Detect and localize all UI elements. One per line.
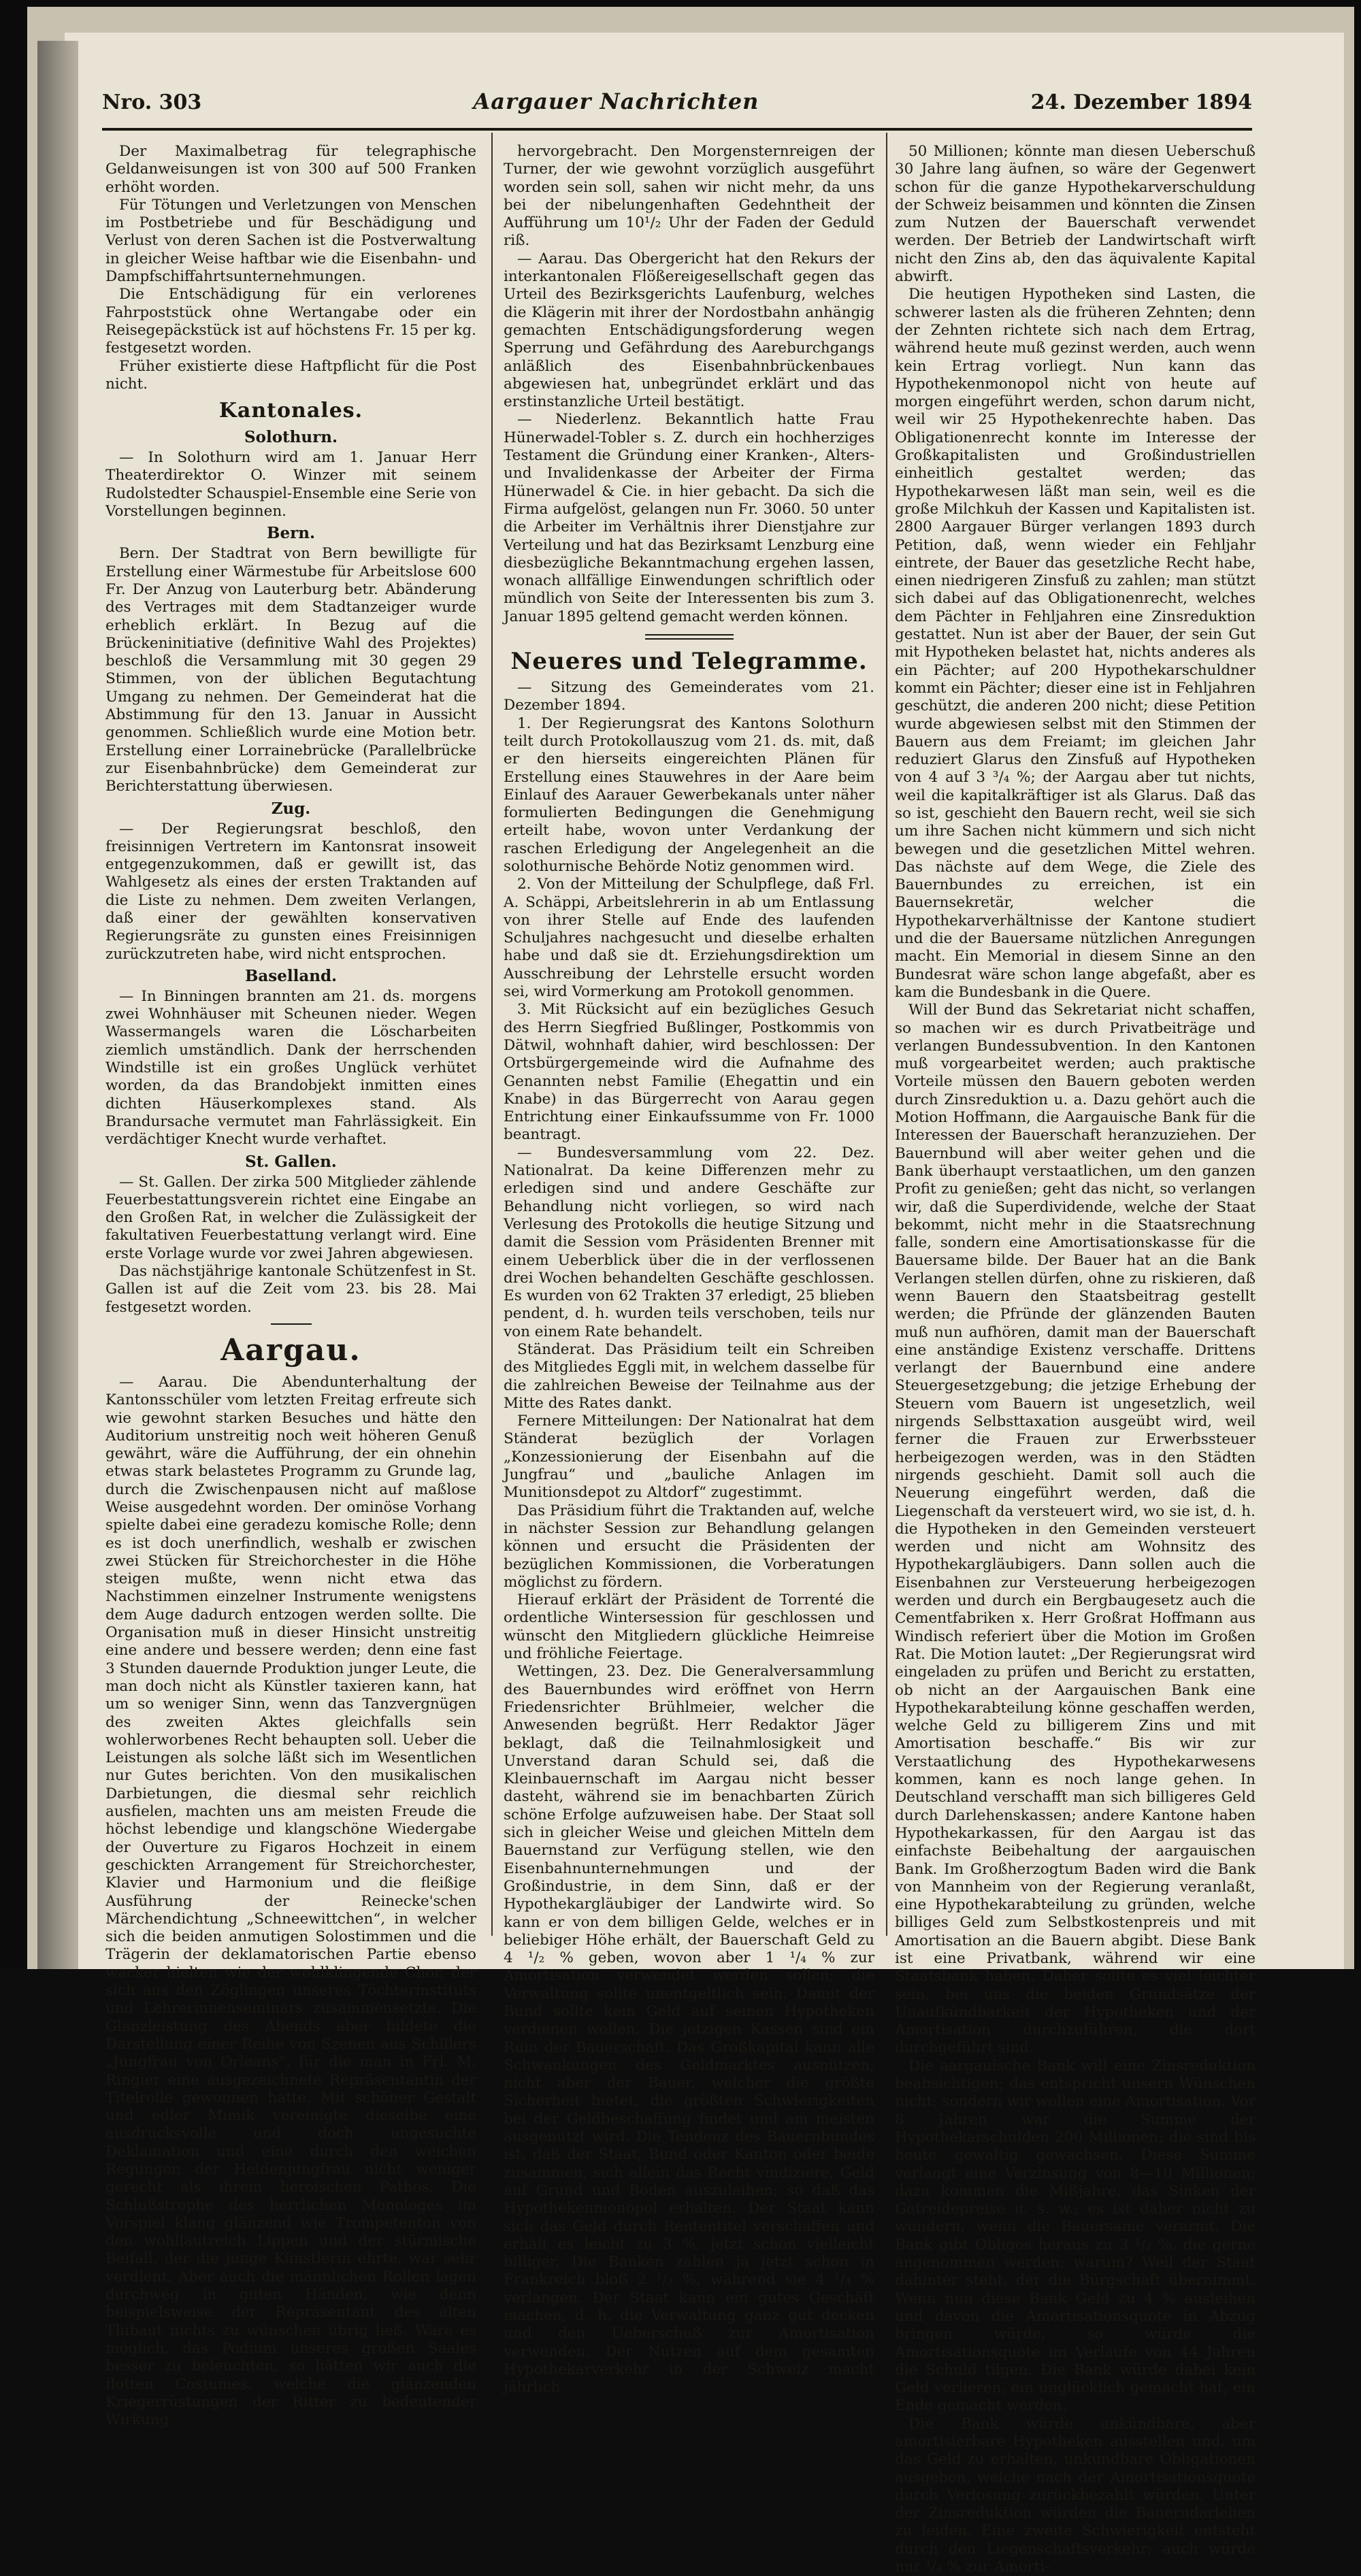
issue-date: 24. Dezember 1894 [1030,90,1252,114]
article-paragraph: — Aarau. Die Abendunterhaltung der Kantonsschüler vom letzten Freitag erfreute sich wie gewohnt starken Besuches und hätte den Auditorium unstreitig noch weit höheren Genuß gewährt, wäre die Aufführung, der ein ohnehin etwas stark belastetes Programm zu Grunde lag, durch die Zwischenpausen nicht auf maßlose Weise ausgedehnt worden. Der ominöse Vorhang spielte dabei eine geradezu komische Rolle; denn es ist doch unerfindlich, weshalb er zwischen zwei Stücken für Streichorchester in die Höhe steigen mußte, wenn nicht etwa das Nachstimmen einzelner Instrumente wenigstens dem Auge dadurch entzogen werden sollte. Die Organisation muß in dieser Hinsicht unstreitig eine andere und bessere werden; denn eine fast 3 Stunden dauernde Produktion junger Leute, die man doch nicht als Künstler taxieren kann, hat um so weniger Sinn, wenn das Tanzvergnügen des zweiten Aktes gleichfalls sein wohlerworbenes Recht behaupten soll. Ueber die Leistungen als solche läßt sich im Wesentlichen nur Gutes berichten. Von den musikalischen Darbietungen, die diesmal sehr reichlich ausfielen, machten uns am meisten Freude die höchst lebendige und klangschöne Wiedergabe der Ouverture zu Figaros Hochzeit in einem geschickten Arrangement für Streichorchester, Klavier und Harmonium und die fleißige Ausführung der Reinecke'schen Märchendichtung „Schneewittchen“, in welcher sich die beiden anmutigen Solostimmen und die Trägerin der deklamatorischen Partie ebenso wacker hielten wie der wohlklingende Chor, der sich aus den Zöglingen unseres Töchterinstituts und Lehrerinnenseminars zusammensetzte. Die Glanzleistung des Abends aber bildete die Darstellung einer Reihe von Szenen aus Schillers „Jungfrau von Orleans“, für die man in Frl. M. Ringier eine ausgezeichnete Repräsentantin der Titelrolle gewonnen hatte. Mit schöner Gestalt und edler Mimik vereinigte dieselbe eine ausdrucksvolle und doch ungesuchte Deklamation und eine durch den weichen Regungen der Heldenjungfrau nicht weniger gerecht als ihrem heroischen Pathos. Die Schlußstrophe des herrlichen Monologes im Vorspiel klang glänzend wie Trompetenton von den wohllautreich Lippen und der stürmische Beifall, der die junge Künstlerin ehrte, war sehr verdient. Aber auch die männlichen Rollen lagen durchweg in guten Händen, wie denn beispielsweise der Repräsentant des alten Thibaut nichts zu wünschen übrig ließ. Wäre es möglich, das Podium unseres großen Saales besser zu beleuchten, so hätten wir auch die flotten Costumes, welche die glänzenden Kriegerrüstungen der Ritter zu bedeutender Wirkung [105,1373,476,2429]
article-paragraph: Der Maximalbetrag für telegraphische Geldanweisungen ist von 300 auf 500 Franken erhöht worden. [105,143,476,196]
article-paragraph: — In Binningen brannten am 21. ds. morgens zwei Wohnhäuser mit Scheunen nieder. Wegen Wassermangels waren die Löscharbeiten ziemlich umständlich. Dank der herrschenden Windstille ist ein großes Unglück verhütet worden, da das Brandobjekt inmitten eines dichten Häuserkomplexes stand. Als Brandursache vermutet man Fahrlässigkeit. Ein verdächtiger Knecht wurde verhaftet. [105,987,476,1149]
article-paragraph: Fernere Mitteilungen: Der Nationalrat hat dem Ständerat bezüglich der Vorlagen „Konzessionierung der Eisenbahn auf die Jungfrau“ und „bauliche Anlagen im Munitionsdepot zu Altdorf“ zugestimmt. [504,1413,874,1502]
section-divider [645,634,734,640]
article-paragraph: 3. Mit Rücksicht auf ein bezügliches Gesuch des Herrn Siegfried Bußlinger, Postkommis von Dätwil, wohnhaft dahier, wird beschlossen: Der Ortsbürgergemeinde wird die Aufnahme des Genannten nebst Familie (Ehegattin und ein Knabe) in das Bürgerrecht von Aarau gegen Entrichtung einer Einkaufssumme von Fr. 1000 beantragt. [504,1001,874,1144]
article-paragraph: Das Präsidium führt die Traktanden auf, welche in nächster Session zur Behandlung gelangen können und ersucht die Präsidenten der bezüglichen Kommissionen, die Vorberatungen möglichst zu fördern. [504,1502,874,1591]
article-paragraph: Die Entschädigung für ein verlorenes Fahrpoststück ohne Wertangabe oder ein Reisegepäckstück ist auf höchstens Fr. 15 per kg. festgesetzt worden. [105,286,476,357]
column-3 [895,143,1256,2576]
article-paragraph: Wettingen, 23. Dez. Die Generalversammlung des Bauernbundes wird eröffnet von Herrn Friedensrichter Brühlmeier, welcher die Anwesenden begrüßt. Herr Redaktor Jäger beklagt, daß die Teilnahmlosigkeit und Unverstand daran Schuld sei, daß die Kleinbauernschaft im Aargau nicht besser dasteht, während sie im benachbarten Zürich schöne Erfolge aufzuweisen habe. Der Staat soll sich in gleicher Weise und gleichen Mitteln dem Bauernstand zur Verfügung stellen, wie den Eisenbahnunternehmungen und der Großindustrie, in dem Sinn, daß er der Hypothekargläubiger der Landwirte wird. So kann er von dem billigen Gelde, welches er in beliebiger Höhe erhält, der Bauerschaft Geld zu 4 ¹/₂ % geben, wovon aber 1 ¹/₄ % zur Amortisation verwendet werden sollen; die Verwaltung sollte unentgeltlich sein. Damit der Bund sollte kein Geld auf seinen Hypotheken verdienen wollen. Die jetzigen Kassen sind ein Ruin der Bauerschaft. Das Großkapital kann alle Schwankungen des Geldmarktes ausnützen, nicht aber der Bauer, welcher die größte Sicherheit bietet, die größten Schwierigkeiten bei der Geldbeschaffung findet und am meisten ausgenutzt wird. Die Tendenz des Bauernbundes ist, daß der Staat, Bund oder Kanton oder beide zusammen, sich allein das Recht vindiziere, Geld auf Grund und Boden auszuleihen; so daß das Hypothekenmonopol erhalten. Der Staat kann sich das Geld durch Rententitel verschaffen und erhält es leicht zu 3 %, jetzt schon vielleicht billiger. Die Banken zahlen ja jetzt schon in Frankreich bloß 2 ¹/₂ %, während sie 4 ¹/₄ % verlangen. Der Staat kann ein gutes Geschäft machen, d. h. die Verwaltung ganz gut decken und den Ueberschuß zur Amortisation verwenden. Der Nutzen auf dem gesamten Hypothekarverkehr in der Schweiz macht jährlich [504,1663,874,2396]
section-heading-neueres-und-telegramme: Neueres und Telegramme. [510,648,868,676]
article-paragraph: — Aarau. Das Obergericht hat den Rekurs der interkantonalen Flößereigesellschaft gegen das Urteil des Bezirksgerichts Laufenburg, welches die Klägerin mit ihrer der Nordostbahn anhängig gemachten Entschädigungsforderung wegen Sperrung und Gefährdung des Aareburchgangs anläßlich des Eisenbahnbrückenbaues abgewiesen hat, unbegründet erklärt und das erstinstanzliche Urteil bestätigt. [504,250,874,411]
article-paragraph: Das nächstjährige kantonale Schützenfest in St. Gallen ist auf die Zeit vom 23. bis 28. Mai festgesetzt worden. [105,1263,476,1316]
article-paragraph: — St. Gallen. Der zirka 500 Mitglieder zählende Feuerbestattungsverein richtet eine Eingabe an den Großen Rat, in welcher die Zulässigkeit der fakultativen Feuerbestattung verlangt wird. Eine erste Vorlage wurde vor zwei Jahren abgewiesen. [105,1173,476,1262]
column-rule-1 [491,133,493,1936]
article-paragraph: 50 Millionen; könnte man diesen Ueberschuß 30 Jahre lang äufnen, so wäre der Gegenwert schon für die ganze Hypothekarverschuldung der Schweiz beisammen und könnten die Zinsen zum Nutzen der Bauerschaft verwendet werden. Der Betrieb der Landwirtschaft wirft nicht den Zins ab, den das äquivalente Kapital abwirft. [895,143,1256,286]
article-paragraph: Bern. Der Stadtrat von Bern bewilligte für Erstellung einer Wärmestube für Arbeitslose 600 Fr. Der Anzug von Lauterburg betr. Abänderung des Vertrages mit dem Stadtanzeiger wurde erheblich erklärt. In Bezug auf die Brückeninitiative (definitive Wahl des Projektes) beschloß die Versammlung mit 30 gegen 29 Stimmen, von der üblichen Begutachtung Umgang zu nehmen. Der Gemeinderat hat die Abstimmung für den 13. Januar in Aussicht genommen. Schließlich wurde eine Motion betr. Erstellung einer Lorrainebrücke (Parallelbrücke zur Eisenbahnbrücke) dem Gemeinderat zur Berichterstattung überwiesen. [105,545,476,795]
article-paragraph: — Niederlenz. Bekanntlich hatte Frau Hünerwadel-Tobler s. Z. durch ein hochherziges Testament die Gründung einer Kranken-, Alters- und Invalidenkasse der Arbeiter der Firma Hünerwadel & Cie. in hier gebacht. Da sich die Firma aufgelöst, gelangen nun Fr. 3060. 50 unter die Arbeiter im Verhältnis ihrer Dienstjahre zur Verteilung und hat das Bezirksamt Lenzburg eine diesbezügliche Bekanntmachung ergehen lassen, wonach allfällige Einwendungen schriftlich oder mündlich von Seite der Interessenten bis zum 3. Januar 1895 geltend gemacht werden können. [504,411,874,625]
article-paragraph: Ständerat. Das Präsidium teilt ein Schreiben des Mitgliedes Eggli mit, in welchem dasselbe für die zahlreichen Beweise der Teilnahme aus der Mitte des Rates dankt. [504,1341,874,1412]
column-2 [504,143,874,2396]
article-paragraph: Für Tötungen und Verletzungen von Menschen im Postbetriebe und für Beschädigung und Verlust von deren Sachen ist die Postverwaltung in gleicher Weise haftbar wie die Eisenbahn- und Dampfschiffahrtsunternehmungen. [105,196,476,286]
article-paragraph: Die aargauische Bank will eine Zinsreduktion beabsichtigen; das entspricht unsern Wünschen nicht; sondern wir wollen eine Amortisation. Vor 8 Jahren war die Summe der Hypothekarschulden 200 Millionen; die sind bis heute gewaltig gewachsen. Diese Summe verlangt eine Verzinsung von 8—10 Millionen; dazu kommen die Mißjahre, das Sinken der Getreidepreise u. s. w.; es ist daher nicht zu wundern, wenn die Bauersame verarmt. Die Bank gibt Obligos heraus zu 3 ¹/₂ %, die gerne angenommen werden; warum? Weil der Staat dahinter steht, der die Bürgschaft übernimmt. Wenn nun diese Bank Geld zu 4 % ausleihen und davon die Amortisationsquote in Abzug bringen würde, so würde die Amortisationsquote im Verlaufe von 44 Jahren die Schuld tilgen. Die Bank würde dabei kein Geld verlieren, ein unglücklich gemacht hat, ein Ende gemacht werden. [895,2057,1256,2415]
article-paragraph: Die Bank würde unkündbare, aber amortisierbare Hypotheken ausstellen und, um das Geld zu erhalten, unkündbare Obligationen ausgeben, welche nach der Amortisationsquote durch Verlosung zurückbezahlt würden. Unter der Zinsreduktion würden die Bauerndarlehen zu leiden. Eine zweite Schwierigkeit entsteht durch den Liegenschaftsverkehr; auch würde nur ¹/₄ % zur Amorti- [895,2415,1256,2576]
section-heading-kantonales: Kantonales. [218,399,363,423]
section-divider [271,1323,312,1325]
column-1 [105,143,476,2429]
issue-number: Nro. 303 [102,90,202,114]
newspaper-title: Aargauer Nachrichten [473,88,759,114]
column-rule-2 [886,133,887,1936]
section-heading-aargau: Aargau. [220,1332,361,1368]
article-paragraph: — Der Regierungsrat beschloß, den freisinnigen Vertretern im Kantonsrat insoweit entgegenzukommen, daß er gewillt ist, das Wahlgesetz als eines der ersten Traktanden auf die Liste zu nehmen. Dem zweiten Verlangen, daß einer der gewählten konservativen Regierungsräte zu gunsten eines Freisinnigen zurückzutreten habe, wird nicht entsprochen. [105,820,476,963]
subheading-st-gallen: St. Gallen. [245,1152,337,1171]
article-paragraph: Früher existierte diese Haftpflicht für die Post nicht. [105,357,476,393]
article-paragraph: Will der Bund das Sekretariat nicht schaffen, so machen wir es durch Privatbeiträge und verlangen Bundessubvention. In den Kantonen muß vorgearbeitet werden; auch praktische Vorteile müssen den Bauern geboten werden durch Zinsreduktion u. a. Dazu gehört auch die Motion Hoffmann, die Aargauische Bank für die Interessen der Bauerschaft heranzuziehen. Der Bauernbund will aber weiter gehen und die Bank überhaupt verstaatlichen, um den ganzen Profit zu genießen; geht das nicht, so verlangen wir, daß die Superdividende, welche der Staat bekommt, nicht mehr in die Staatsrechnung falle, sondern eine Amortisationskasse für die Bauersame bilde. Der Bauer hat an die Bank Verlangen stellen dürfen, ohne zu riskieren, daß wenn Bauern den Staatsbeitrag gestellt werden; die Pfründe der glänzenden Bauten muß nun aufhören, damit man der Bauerschaft eine anständige Existenz verschaffe. Drittens verlangt der Bauernbund eine andere Steuergesetzgebung; die jetzige Erhebung der Steuern vom Bauern ist ungesetzlich, weil nirgends Selbsttaxation ausgeübt wird, weil ferner die Frauen zur Erwerbssteuer herbeigezogen werden, was in den Städten nirgends geschieht. Damit soll auch die Neuerung eingeführt werden, daß die Liegenschaft da versteuert wird, wo sie ist, d. h. die Hypotheken in den Gemeinden versteuert werden und nicht am Wohnsitz des Hypothekargläubigers. Dann sollen auch die Eisenbahnen zur Versteuerung herbeigezogen werden und durch ein Bergbaugesetz auch die Cementfabriken x. Herr Großrat Hoffmann aus Windisch referiert über die Motion im Großen Rat. Die Motion lautet: „Der Regierungsrat wird eingeladen zu prüfen und Bericht zu erstatten, ob nicht an der Aargauischen Bank eine Hypothekarabteilung könne geschaffen werden, welche Geld zu billigerem Zins und mit Amortisation beschaffe.“ Bis wir zur Verstaatlichung des Hypothekarwesens kommen, kann es noch lange gehen. In Deutschland verschafft man sich billigeres Geld durch Darlehenskassen; andere Kantone haben Hypothekarkassen, für den Aargau ist das einfachste Beibehaltung der aargauischen Bank. Im Großherzogtum Baden wird die Bank von Mannheim von der Regierung veranlaßt, eine Hypothekarabteilung zu gründen, welche billiges Geld zum Selbstkostenpreis und mit Amortisation an die Bauern abgibt. Diese Bank ist eine Privatbank, während wir eine Staatsbank haben. Daher sollte es viel leichter sein, bei uns die beiden Grundsätze der Unaufkündbarkeit der Hypotheken und der Amortisation durchzuführen, die dort durchgeführt sind. [895,1002,1256,2057]
masthead-rule [102,128,1252,131]
article-paragraph: Die heutigen Hypotheken sind Lasten, die schwerer lasten als die früheren Zehnten; denn der Zehnten richtete sich nach dem Ertrag, während heute muß gezinst werden, auch wenn kein Ertrag vorliegt. Nun kann das Hypothekenmonopol nicht von heute auf morgen eingeführt werden, schon darum nicht, weil wir 25 Hypothekenrechte haben. Das Obligationenrecht konnte im Interesse der Großkapitalisten und Großindustriellen einheitlich gestaltet werden; das Hypothekarwesen läßt man sein, weil es die große Milchkuh der Kassen und Kapitalisten ist. 2800 Aargauer Bürger verlangen 1893 durch Petition, daß, wenn wieder ein Fehljahr eintrete, der Bauer das gesetzliche Recht habe, einen niedrigeren Zinsfuß zu zahlen; man stützt sich dabei auf das Obligationenrecht, welches dem Pächter in Fehljahren eine Zinsreduktion gestattet. Nun ist aber der Bauer, der sein Gut mit Hypotheken belastet hat, nichts anderes als ein Pächter; auf 200 Hypothekarschuldner kommt ein Pächter; dieser eine ist in Fehljahren geschützt, die anderen 200 nicht; diese Petition wurde abgewiesen selbst mit den Stimmen der Bauern aus dem Freiamt; im gleichen Jahr reduziert Glarus den Zinsfuß auf Hypotheken von 4 auf 3 ³/₄ %; der Aargau aber tut nichts, weil die kapitalkräftiger ist als Glarus. Daß das so ist, geschieht den Bauern recht, weil sie sich um ihre Sachen nicht kümmern und sich nicht bewegen und die gesetzlichen Mittel wehren. Das nächste auf dem Wege, die Ziele des Bauernbundes zu erreichen, ist ein Bauernsekretär, welcher die Hypothekarverhältnisse der Kantone studiert und die der Bauersame nützlichen Anregungen macht. Ein Memorial in diesem Sinne an den Bundesrat wäre schon lange abgefaßt, aber es kam die Bundesbank in die Quere. [895,286,1256,1001]
article-paragraph: — In Solothurn wird am 1. Januar Herr Theaterdirektor O. Winzer mit seinem Rudolstedter Schauspiel-Ensemble eine Serie von Vorstellungen beginnen. [105,449,476,521]
subheading-baselland: Baselland. [244,966,338,985]
subheading-zug: Zug. [271,799,311,818]
subheading-solothurn: Solothurn. [244,428,338,447]
subheading-bern: Bern. [267,524,315,543]
article-paragraph: 1. Der Regierungsrat des Kantons Solothurn teilt durch Protokollauszug vom 21. ds. mit, daß er den hierseits eingereichten Plänen für Erstellung eines Stauwehres in der Aare beim Einlauf des Aarauer Gewerbekanals unter näher formulierten Bedingungen die Genehmigung erteilt habe, wovon unter Verdankung der raschen Erledigung der Angelegenheit an die solothurnische Behörde Notiz genommen wird. [504,714,874,875]
article-paragraph: Hierauf erklärt der Präsident de Torrenté die ordentliche Wintersession für geschlossen und wünscht den Mitgliedern glückliche Heimreise und fröhliche Feiertage. [504,1591,874,1663]
article-paragraph: 2. Von der Mitteilung der Schulpflege, daß Frl. A. Schäppi, Arbeitslehrerin in ab um Entlassung von ihrer Stelle auf Ende des laufenden Schuljahres nachgesucht und dieselbe erhalten habe und daß sie dt. Erziehungsdirektion um Ausschreibung der Lehrstelle ersucht worden sei, wird Vormerkung am Protokoll genommen. [504,876,874,1001]
article-paragraph: — Sitzung des Gemeinderates vom 21. Dezember 1894. [504,679,874,714]
article-paragraph: — Bundesversammlung vom 22. Dez. Nationalrat. Da keine Differenzen mehr zu erledigen sind und andere Geschäfte zur Behandlung nicht vorliegen, so wird nach Verlesung des Protokolls die heutige Sitzung und damit die Session vom Präsidenten Brenner mit einem Ueberblick über die in der verflossenen drei Wochen behandelten Geschäfte geschlossen. Es wurden von 62 Trakten 37 erledigt, 25 blieben pendent, d. h. wurden teils verschoben, teils nur von einem Rate behandelt. [504,1144,874,1340]
article-paragraph: hervorgebracht. Den Morgensternreigen der Turner, der wie gewohnt vorzüglich ausgeführt worden sein soll, sahen wir nicht mehr, da uns bei der nibelungenhaften Gedehntheit der Aufführung um 10¹/₂ Uhr der Faden der Geduld riß. [504,143,874,250]
